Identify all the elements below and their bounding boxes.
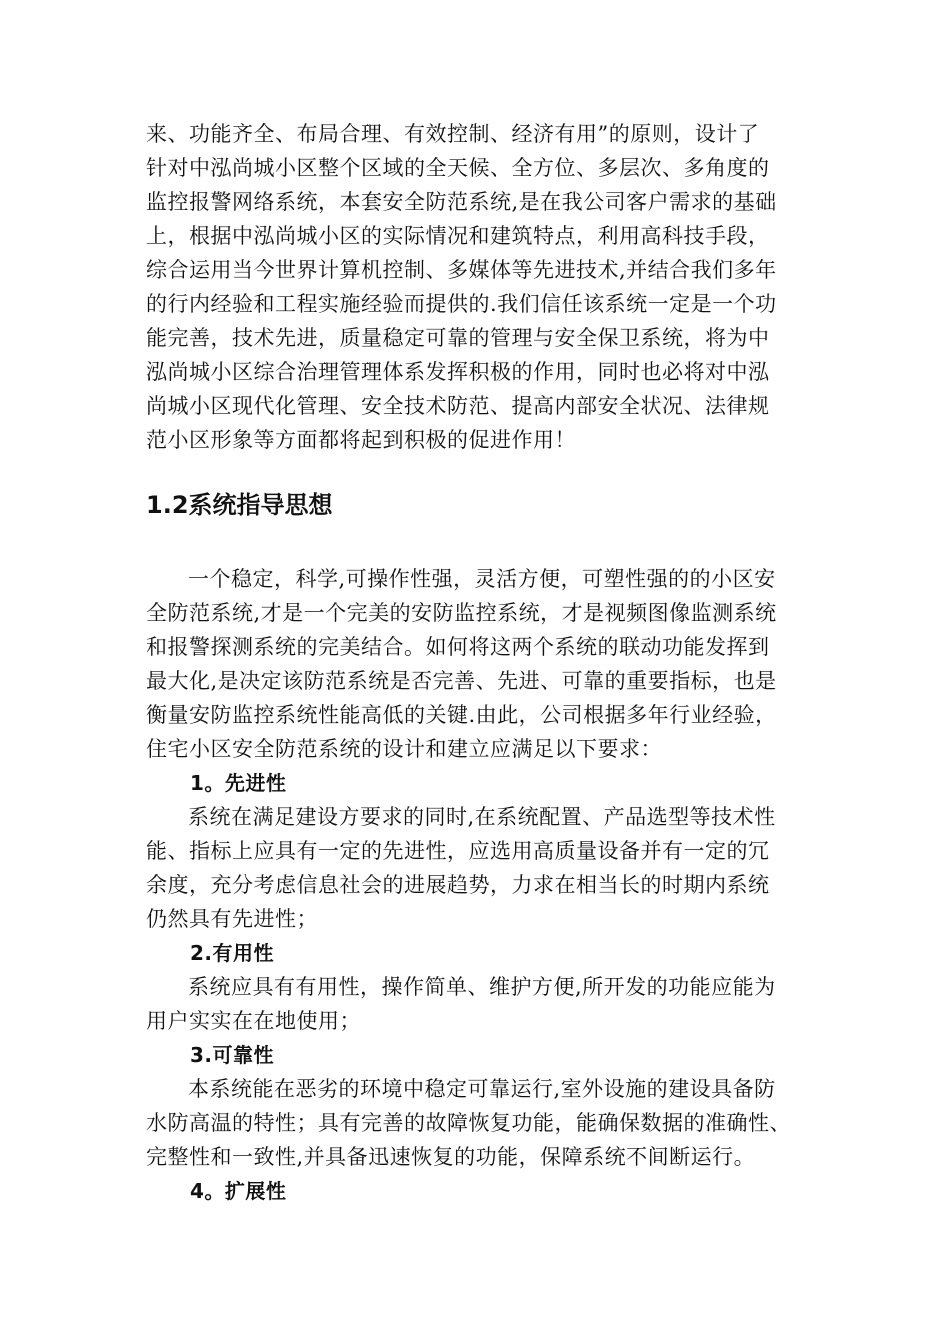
paragraph-line: 综合运用当今世界计算机控制、多媒体等先进技术,并结合我们多年 (146, 258, 777, 282)
requirement-heading: 1。先进性 (190, 771, 287, 795)
paragraph-line: 能完善，技术先进，质量稳定可靠的管理与安全保卫系统，将为中 (146, 326, 770, 350)
paragraph-line: 和报警探测系统的完美结合。如何将这两个系统的联动功能发挥到 (146, 635, 770, 659)
paragraph-line: 一个稳定，科学,可操作性强，灵活方便，可塑性强的的小区安 (188, 567, 776, 591)
paragraph-line: 完整性和一致性,并具备迅速恢复的功能，保障系统不间断运行。 (146, 1145, 756, 1169)
paragraph-line: 住宅小区安全防范系统的设计和建立应满足以下要求： (146, 737, 662, 761)
paragraph-line: 全防范系统,才是一个完美的安防监控系统，才是视频图像监测系统 (146, 601, 777, 625)
requirement-heading: 2.有用性 (190, 941, 275, 965)
paragraph-line: 水防高温的特性；具有完善的故障恢复功能，能确保数据的准确性、 (146, 1111, 791, 1135)
paragraph-line: 的行内经验和工程实施经验而提供的.我们信任该系统一定是一个功 (146, 292, 777, 316)
section-body (146, 562, 814, 1208)
requirement-heading: 3.可靠性 (190, 1043, 275, 1067)
paragraph-line: 针对中泓尚城小区整个区域的全天候、全方位、多层次、多角度的 (146, 156, 770, 180)
paragraph-line: 尚城小区现代化管理、安全技术防范、提高内部安全状况、法律规 (146, 394, 770, 418)
paragraph-line: 泓尚城小区综合治理管理体系发挥积极的作用，同时也必将对中泓 (146, 360, 770, 384)
paragraph-line: 系统应具有有用性，操作简单、维护方便,所开发的功能应能为 (188, 975, 776, 999)
section-heading: 1.2系统指导思想 (146, 491, 333, 519)
paragraph-line: 用户实实在在地使用； (146, 1009, 361, 1033)
paragraph-line: 能、指标上应具有一定的先进性，应选用高质量设备并有一定的冗 (146, 839, 770, 863)
paragraph-line: 来、功能齐全、布局合理、有效控制、经济有用”的原则，设计了 (146, 122, 760, 146)
paragraph-line: 系统在满足建设方要求的同时,在系统配置、产品选型等技术性 (188, 805, 776, 829)
paragraph-line: 上，根据中泓尚城小区的实际情况和建筑特点，利用高科技手段， (146, 224, 770, 248)
paragraph-line: 最大化,是决定该防范系统是否完善、先进、可靠的重要指标，也是 (146, 669, 777, 693)
intro-paragraph (146, 117, 814, 457)
paragraph-line: 仍然具有先进性； (146, 907, 318, 931)
paragraph-line: 本系统能在恶劣的环境中稳定可靠运行,室外设施的建设具备防 (188, 1077, 776, 1101)
paragraph-line: 衡量安防监控系统性能高低的关键.由此，公司根据多年行业经验， (146, 703, 777, 727)
paragraph-line: 余度，充分考虑信息社会的进展趋势，力求在相当长的时期内系统 (146, 873, 770, 897)
paragraph-line: 监控报警网络系统，本套安全防范系统,是在我公司客户需求的基础 (146, 190, 777, 214)
paragraph-line: 范小区形象等方面都将起到积极的促进作用！ (146, 428, 576, 452)
requirement-heading: 4。扩展性 (190, 1179, 287, 1203)
